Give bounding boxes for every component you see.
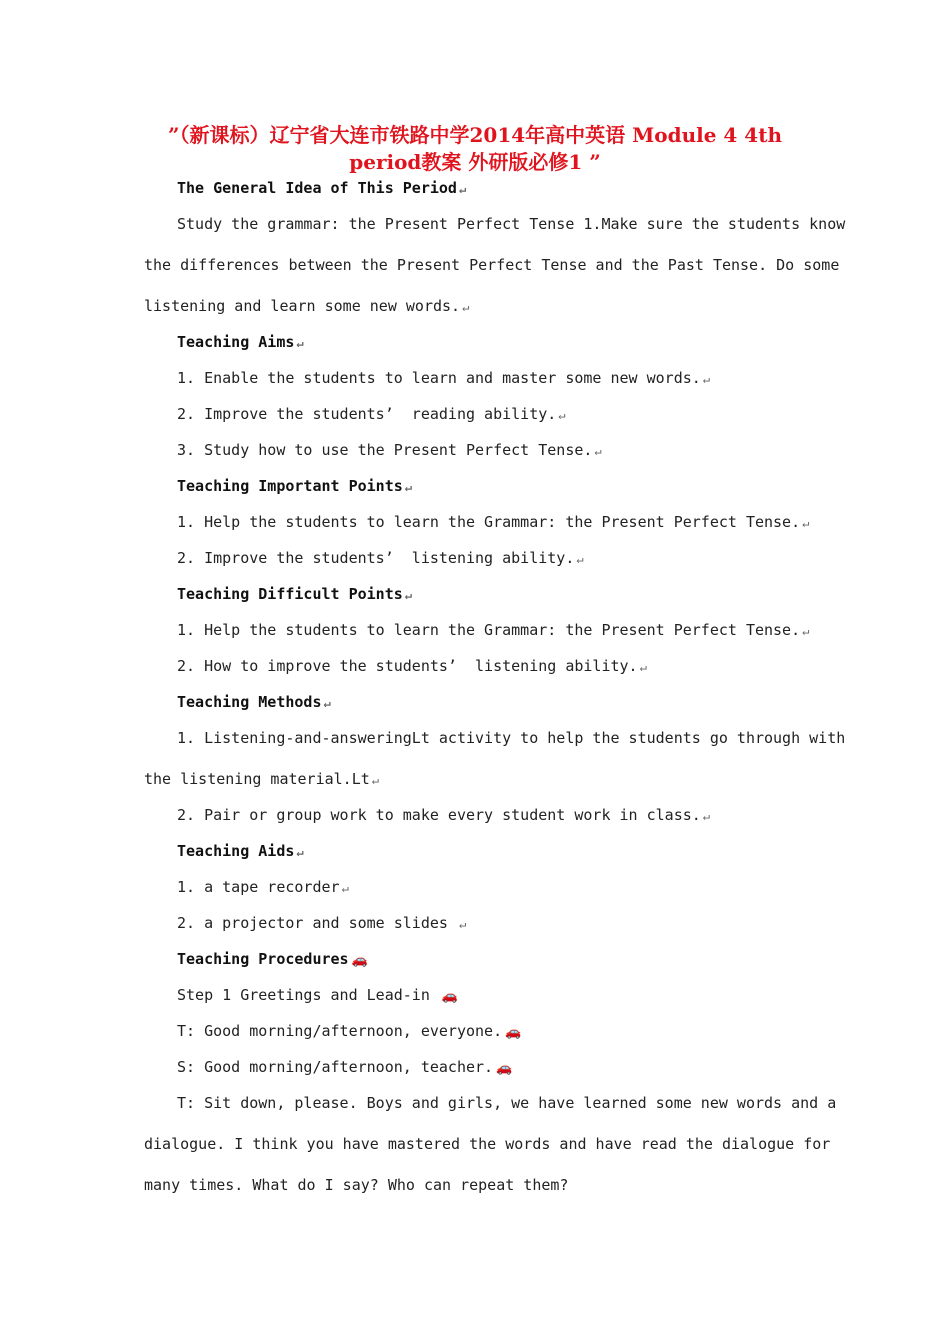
general-idea-line2: the differences between the Present Perfect Tense and the Past Tense. Do some [144,256,840,274]
paragraph-mark-icon: ↵ [404,588,413,602]
aim-item-text: 3. Study how to use the Present Perfect Tense. [177,441,593,459]
step-1-text: Step 1 Greetings and Lead-in [177,986,439,1004]
step-1 [177,985,458,1007]
aim-item-text: 2. Improve the students’ reading ability. [177,405,557,423]
important-points-heading-text: Teaching Important Points [177,477,403,495]
difficult-points-heading-text: Teaching Difficult Points [177,585,403,603]
dialogue-teacher-2-line2: dialogue. I think you have mastered the words and have read the dialogue for [144,1135,831,1153]
aim-item [177,404,566,425]
aid-item [177,913,466,934]
aims-heading-text: Teaching Aims [177,333,295,351]
paragraph-mark-icon: ↵ [404,480,413,494]
difficult-points-heading [177,584,412,605]
method-item-1-line1: 1. Listening-and-answeringLt activity to help the students go through with [177,729,846,747]
aids-heading [177,841,304,862]
aid-item-text: 2. a projector and some slides [177,914,457,932]
paragraph-mark-icon: ↵ [341,881,349,895]
aid-item-text: 1. a tape recorder [177,878,340,896]
paragraph-mark-icon: ↵ [458,917,467,931]
paragraph-mark-icon: ↵ [702,809,711,823]
difficult-point-text: 1. Help the students to learn the Grammar: the Present Perfect Tense. [177,621,801,639]
aim-item [177,368,710,389]
car-icon: 🚗 [505,1025,522,1040]
paragraph-mark-icon: ↵ [323,696,331,710]
dialogue-student-1 [177,1057,512,1079]
paragraph-mark-icon: ↵ [296,336,304,350]
dialogue-teacher-1-text: T: Good morning/afternoon, everyone. [177,1022,503,1040]
aims-heading [177,332,304,353]
dialogue-student-1-text: S: Good morning/afternoon, teacher. [177,1058,494,1076]
paragraph-mark-icon: ↵ [639,660,647,674]
general-idea-heading [177,178,466,199]
paragraph-mark-icon: ↵ [458,182,467,196]
paragraph-mark-icon: ↵ [576,552,584,566]
important-point-text: 2. Improve the students’ listening ability. [177,549,575,567]
method-item-2-text: 2. Pair or group work to make every student work in class. [177,806,701,824]
important-point-text: 1. Help the students to learn the Grammar: the Present Perfect Tense. [177,513,801,531]
methods-heading-text: Teaching Methods [177,693,322,711]
difficult-point-text: 2. How to improve the students’ listening ability. [177,657,638,675]
document-title: ”（新课标）辽宁省大连市铁路中学2014年高中英语 Module 4 4th period教案 外研版必修1 ” [168,123,782,174]
methods-heading [177,692,331,713]
car-icon: 🚗 [351,953,368,968]
paragraph-mark-icon: ↵ [802,624,810,638]
important-point-item [177,548,584,569]
paragraph-mark-icon: ↵ [296,845,304,859]
important-point-item [177,512,809,533]
aid-item [177,877,349,898]
paragraph-mark-icon: ↵ [594,444,602,458]
aids-heading-text: Teaching Aids [177,842,295,860]
general-idea-heading-text: The General Idea of This Period [177,179,457,197]
difficult-point-item [177,620,809,641]
paragraph-mark-icon: ↵ [371,773,380,787]
aim-item [177,440,602,461]
general-idea-line3-text: listening and learn some new words. [144,297,461,315]
dialogue-teacher-1 [177,1021,521,1043]
general-idea-line3 [144,296,469,317]
dialogue-teacher-2-line1: T: Sit down, please. Boys and girls, we have learned some new words and a [177,1094,837,1112]
dialogue-teacher-2-line3: many times. What do I say? Who can repeat them? [144,1176,569,1194]
procedures-heading-text: Teaching Procedures [177,950,349,968]
important-points-heading [177,476,412,497]
method-item-1-line2 [144,769,379,790]
paragraph-mark-icon: ↵ [802,516,810,530]
paragraph-mark-icon: ↵ [462,300,470,314]
difficult-point-item [177,656,647,677]
car-icon: 🚗 [496,1061,513,1076]
paragraph-mark-icon: ↵ [702,372,711,386]
method-item-2 [177,805,710,826]
procedures-heading [177,949,368,971]
car-icon: 🚗 [441,989,459,1004]
method-item-1-line2-text: the listening material.Lt [144,770,370,788]
general-idea-line1: Study the grammar: the Present Perfect Tense 1.Make sure the students know [177,215,846,233]
paragraph-mark-icon: ↵ [558,408,566,422]
aim-item-text: 1. Enable the students to learn and master some new words. [177,369,701,387]
